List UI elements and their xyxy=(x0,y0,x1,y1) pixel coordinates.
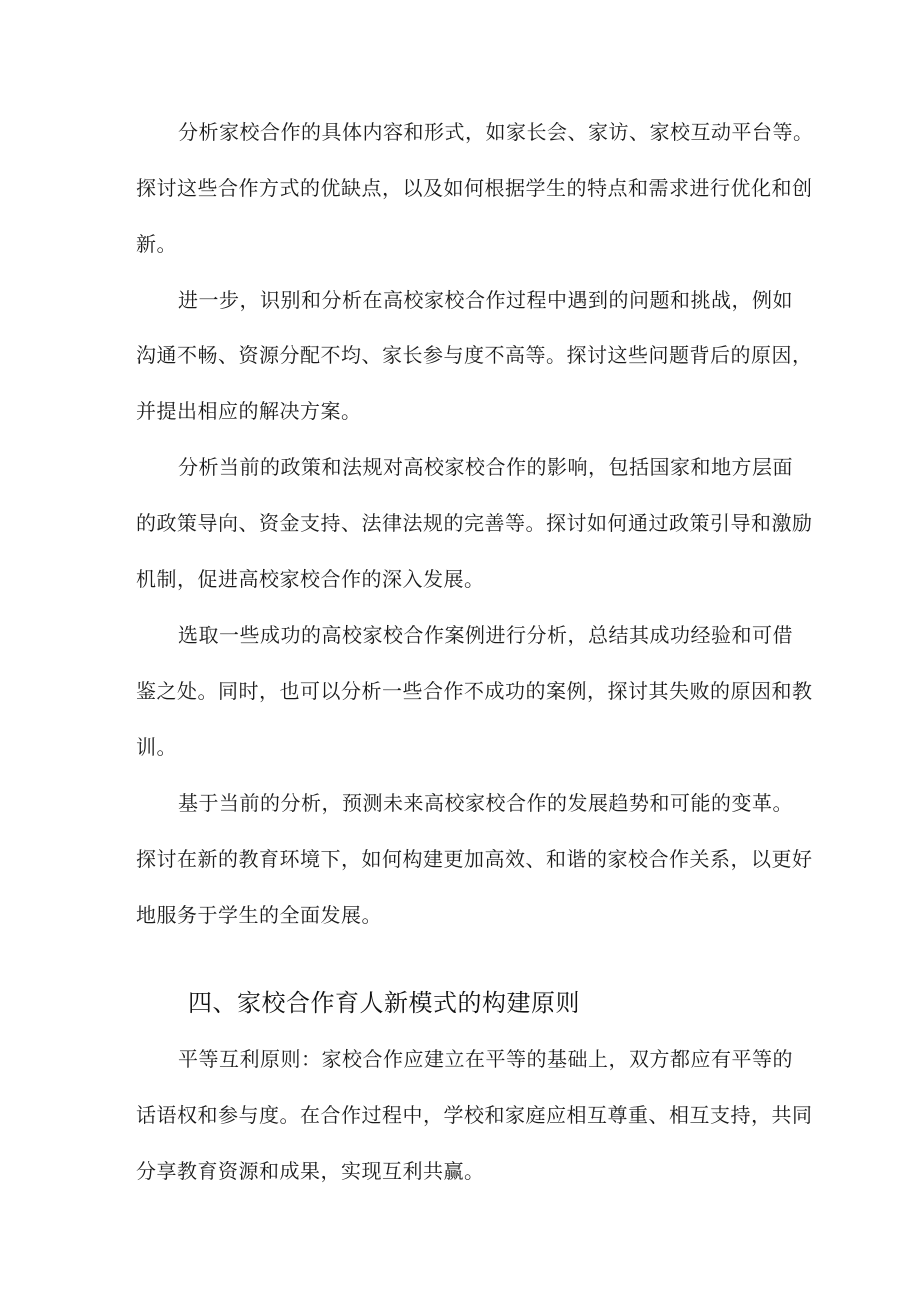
section-heading: 四、家校合作育人新模式的构建原则 xyxy=(188,989,580,1017)
paragraph-2-line-3: 并提出相应的解决方案。 xyxy=(136,399,362,423)
paragraph-3-line-3: 机制，促进高校家校合作的深入发展。 xyxy=(136,567,485,591)
paragraph-1-line-2: 探讨这些合作方式的优缺点，以及如何根据学生的特点和需求进行优化和创 xyxy=(136,176,813,200)
paragraph-1-line-3: 新。 xyxy=(136,232,177,256)
paragraph-4-line-3: 训。 xyxy=(136,735,177,759)
principle-line-2: 话语权和参与度。在合作过程中，学校和家庭应相互尊重、相互支持，共同 xyxy=(136,1103,813,1127)
paragraph-5-line-1: 基于当前的分析，预测未来高校家校合作的发展趋势和可能的变革。 xyxy=(178,791,793,815)
paragraph-5-line-2: 探讨在新的教育环境下，如何构建更加高效、和谐的家校合作关系，以更好 xyxy=(136,847,813,871)
paragraph-2-line-2: 沟通不畅、资源分配不均、家长参与度不高等。探讨这些问题背后的原因， xyxy=(136,343,813,367)
principle-line-3: 分享教育资源和成果，实现互利共赢。 xyxy=(136,1159,485,1183)
paragraph-4-line-1: 选取一些成功的高校家校合作案例进行分析，总结其成功经验和可借 xyxy=(178,623,793,647)
principle-line-1: 平等互利原则：家校合作应建立在平等的基础上，双方都应有平等的 xyxy=(178,1047,793,1071)
paragraph-2-line-1: 进一步，识别和分析在高校家校合作过程中遇到的问题和挑战，例如 xyxy=(178,288,793,312)
paragraph-3-line-2: 的政策导向、资金支持、法律法规的完善等。探讨如何通过政策引导和激励 xyxy=(136,511,813,535)
paragraph-4-line-2: 鉴之处。同时，也可以分析一些合作不成功的案例，探讨其失败的原因和教 xyxy=(136,679,813,703)
paragraph-1-line-1: 分析家校合作的具体内容和形式，如家长会、家访、家校互动平台等。 xyxy=(178,120,814,144)
paragraph-5-line-3: 地服务于学生的全面发展。 xyxy=(136,903,382,927)
paragraph-3-line-1: 分析当前的政策和法规对高校家校合作的影响，包括国家和地方层面 xyxy=(178,455,793,479)
